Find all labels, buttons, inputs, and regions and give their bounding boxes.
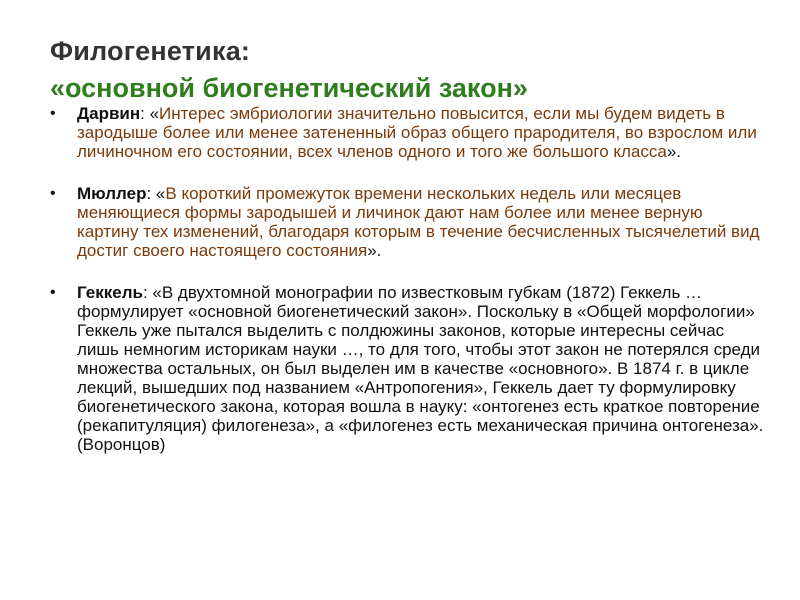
author-name: Дарвин: [77, 104, 141, 123]
bullet-darwin: [50, 104, 765, 161]
bullet-haeckel: [50, 283, 765, 454]
separator: : «: [140, 104, 160, 123]
title-line-1: Филогенетика:: [50, 36, 251, 66]
slide-title: [50, 34, 770, 105]
body-text: «В двухтомной монографии по известковым губкам (1872) Геккель …формулирует «основной биогенетический закон». Поскольку в «Общей морфологии» Геккель уже пытался выделить с полдюжины законов, которые интересны сейчас лишь немногим историкам науки …, то для того, чтобы этот закон не потерялся среди множества остальных, он был выделен им в качестве «основного». В 1874 г. в цикле лекций, вышедших под названием «Антропогения», Геккель дает ту формулировку биогенетического закона, которая вошла в науку: «онтогенез есть краткое повторение (рекапитуляция) филогенеза», а «филогенез есть механическая причина онтогенеза». (Воронцов): [77, 283, 764, 454]
quote-end: ».: [666, 142, 682, 161]
quote-text: Интерес эмбриологии значительно повысится, если мы будем видеть в зародыше более или менее затененный образ общего прародителя, во взрослом или личиночном его состоянии, всех членов одного и того же большого класса: [77, 104, 757, 161]
author-name: Геккель: [77, 283, 143, 302]
quote-end: ».: [367, 241, 382, 260]
bullet-marker: •: [50, 105, 56, 122]
bullet-list: [50, 104, 765, 454]
separator: : «: [146, 184, 166, 203]
title-line-2: «основной биогенетический закон»: [50, 73, 528, 103]
author-name: Мюллер: [77, 184, 147, 203]
quote-text: В короткий промежуток времени нескольких недель или месяцев меняющиеся формы зародышей и личинок дают нам более или менее верную картину тех изменений, благодаря которым в течение бесчисленных тысячелетий вид достиг своего настоящего состояния: [77, 184, 760, 260]
bullet-marker: •: [50, 185, 56, 202]
separator: :: [142, 283, 153, 302]
bullet-muller: [50, 184, 765, 260]
bullet-marker: •: [50, 284, 56, 301]
